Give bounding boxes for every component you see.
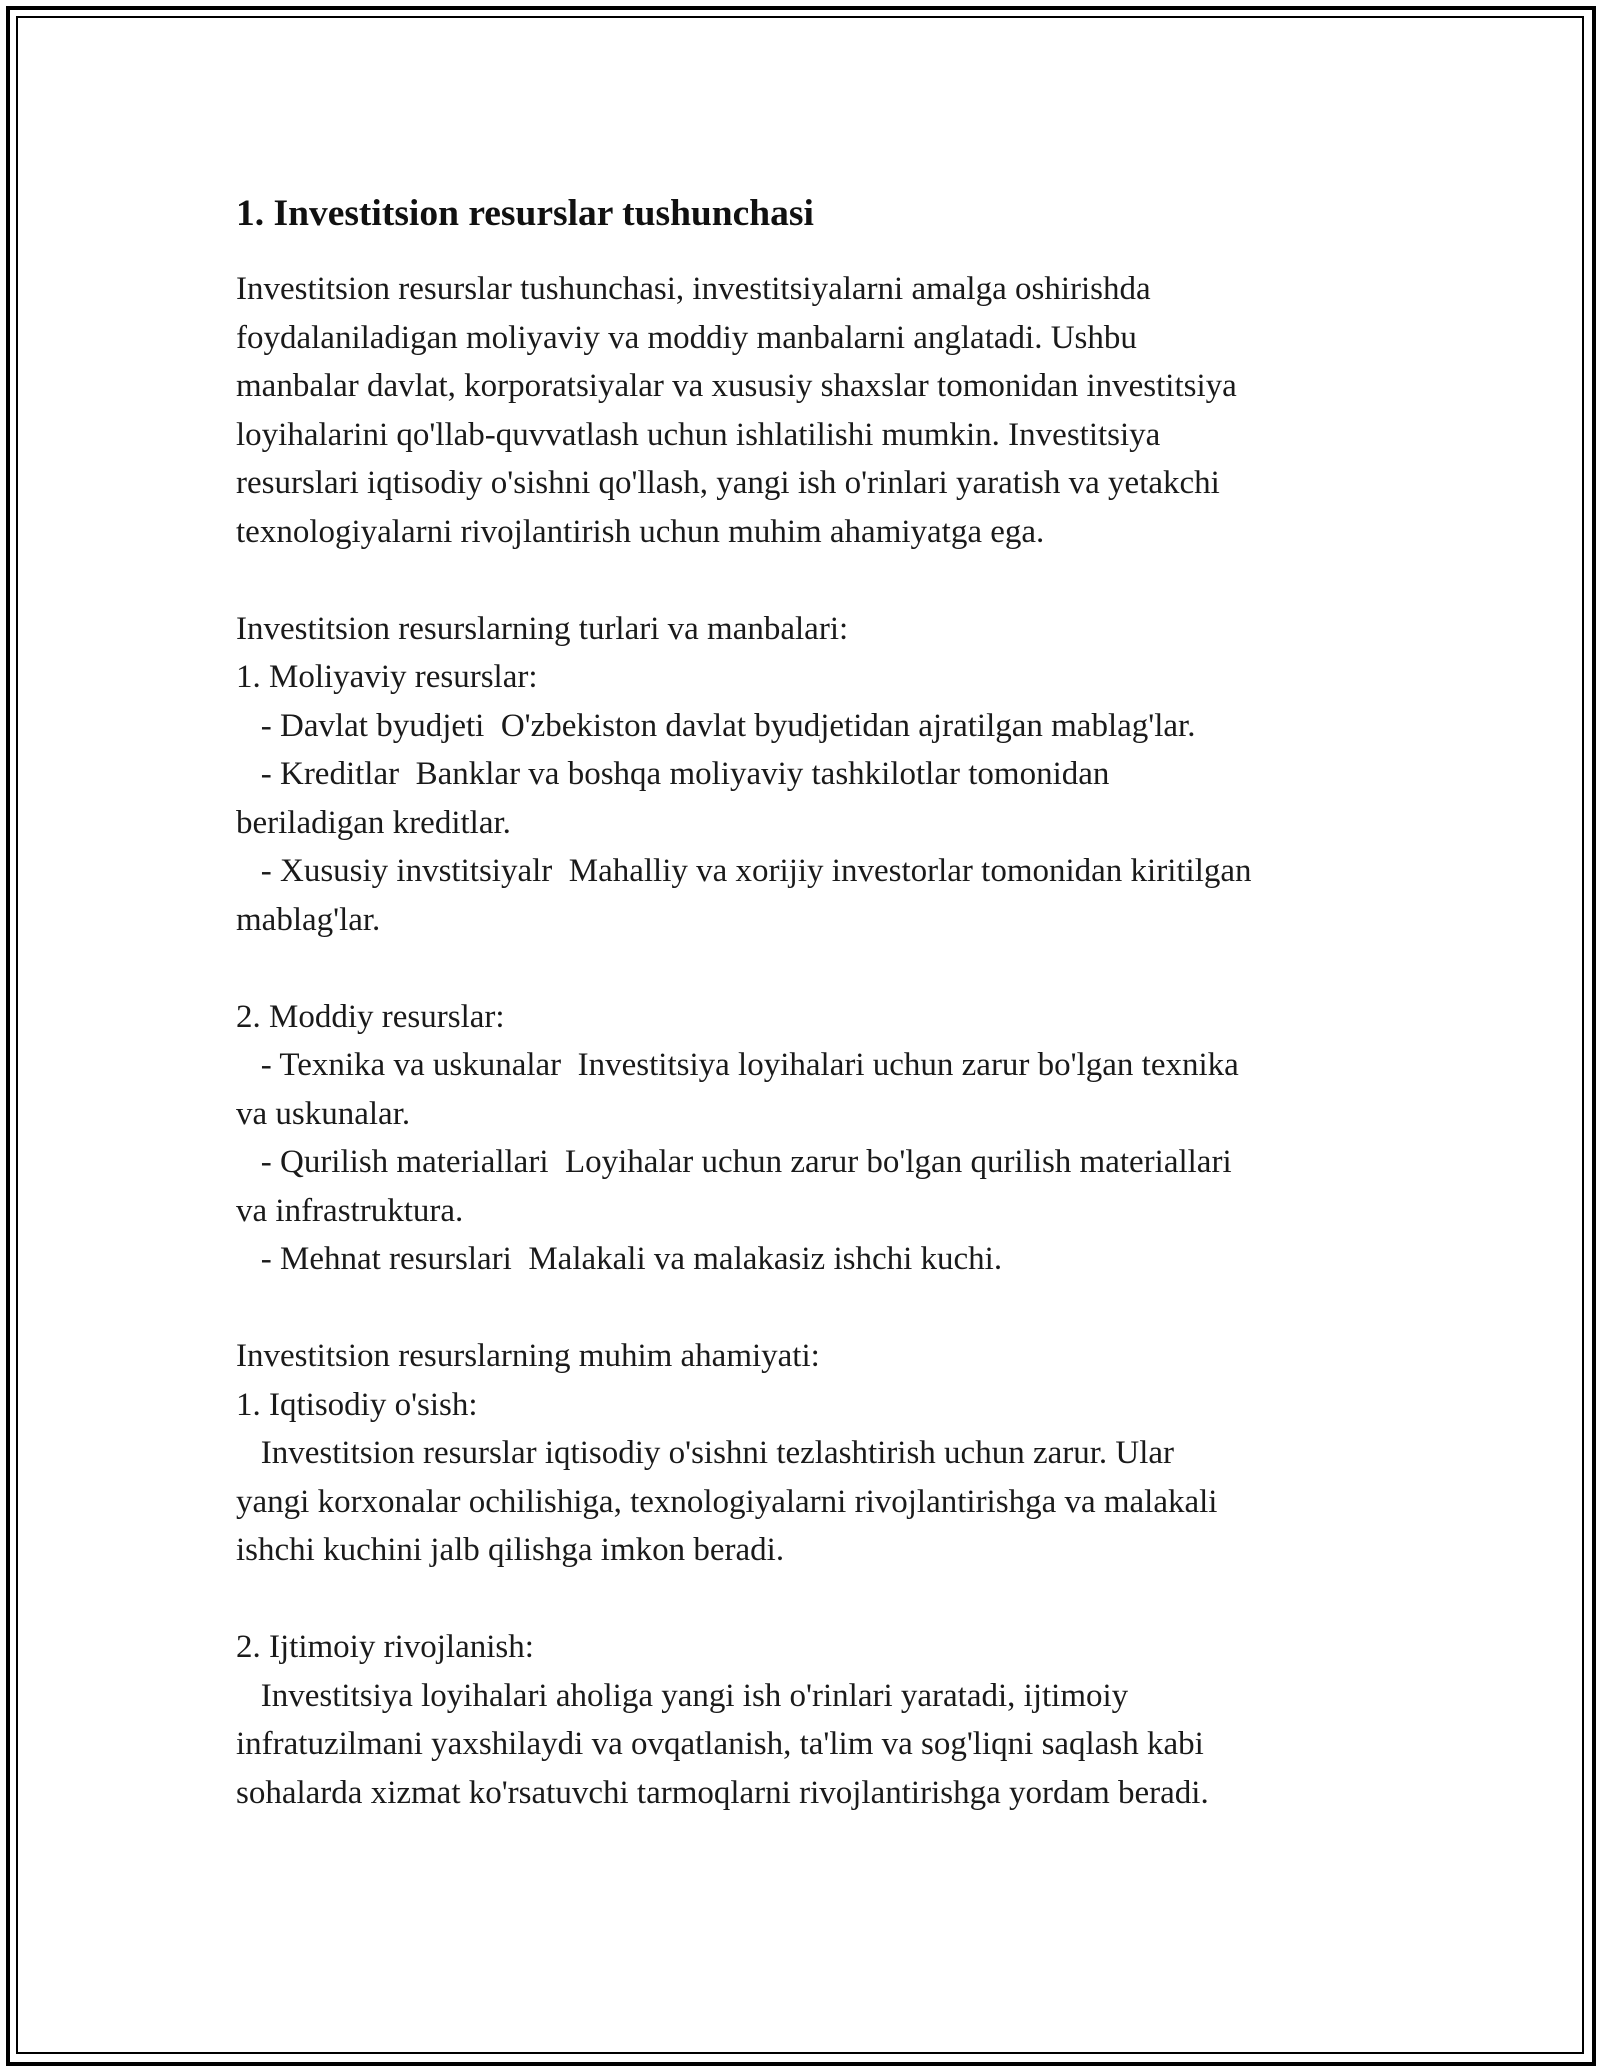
- economic-growth-heading: 1. Iqtisodiy o'sish:: [236, 1386, 478, 1423]
- importance-heading: Investitsion resurslarning muhim ahamiyati:: [236, 1338, 820, 1374]
- list-item-credits: - Kreditlar Banklar va boshqa moliyaviy tashkilotlar tomonidan beriladigan kreditlar.: [236, 756, 1110, 841]
- social-development-text: Investitsiya loyihalari aholiga yangi ish o'rinlari yaratadi, ijtimoiy infratuzilmani yaxshilaydi va ovqatlanish, ta'lim va sog'liqni saqlash kabi sohalarda xizmat ko'rsatuvchi tarmoqlarni rivojlantirishga yordam beradi.: [236, 1677, 1209, 1811]
- social-development-heading: 2. Ijtimoiy rivojlanish:: [236, 1629, 534, 1665]
- spacer: [236, 944, 1376, 993]
- economic-growth-text: Investitsion resurslar iqtisodiy o'sishni tezlashtirish uchun zarur. Ular yangi korxonalar ochilishiga, texnologiyalarni rivojlantirishga va malakali ishchi kuchini jalb qilishga imkon beradi.: [236, 1435, 1218, 1568]
- list-item-private-investments: - Xususiy invstitsiyalr Mahalliy va xorijiy investorlar tomonidan kiritilgan mablag'lar.: [236, 853, 1252, 938]
- list-item-labor-resources: - Mehnat resurslari Malakali va malakasiz ishchi kuchi.: [236, 1241, 1003, 1277]
- list-item-building-materials: - Qurilish materiallari Loyihalar uchun zarur bo'lgan qurilish materiallari va infrastruktura.: [236, 1144, 1232, 1229]
- list-item-equipment: - Texnika va uskunalar Investitsiya loyihalari uchun zarur bo'lgan texnika va uskunalar.: [236, 1047, 1239, 1132]
- list-item-state-budget: - Davlat byudjeti O'zbekiston davlat byudjetidan ajratilgan mablag'lar.: [236, 707, 1196, 744]
- material-resources-heading: 2. Moddiy resurslar:: [236, 998, 505, 1035]
- types-heading: Investitsion resurslarning turlari va manbalari:: [236, 610, 849, 647]
- section-title: 1. Investitsion resurslar tushunchasi: [236, 193, 814, 234]
- spacer: [236, 556, 1376, 605]
- spacer: [236, 1575, 1376, 1624]
- financial-resources-heading: 1. Moliyaviy resurslar:: [236, 659, 538, 695]
- document-body: [236, 190, 1376, 1817]
- spacer: [236, 1284, 1376, 1333]
- intro-paragraph: Investitsion resurslar tushunchasi, investitsiyalarni amalga oshirishda foydalaniladigan moliyaviy va moddiy manbalarni anglatadi. Ushbu manbalar davlat, korporatsiyalar va xususiy shaxslar tomonidan investitsiya loyihalarini qo'llab-quvvatlash uchun ishlatilishi mumkin. Investitsiya resurslari iqtisodiy o'sishni qo'llash, yangi ish o'rinlari yaratish va yetakchi texnologiyalarni rivojlantirish uchun muhim ahamiyatga ega.: [236, 271, 1237, 550]
